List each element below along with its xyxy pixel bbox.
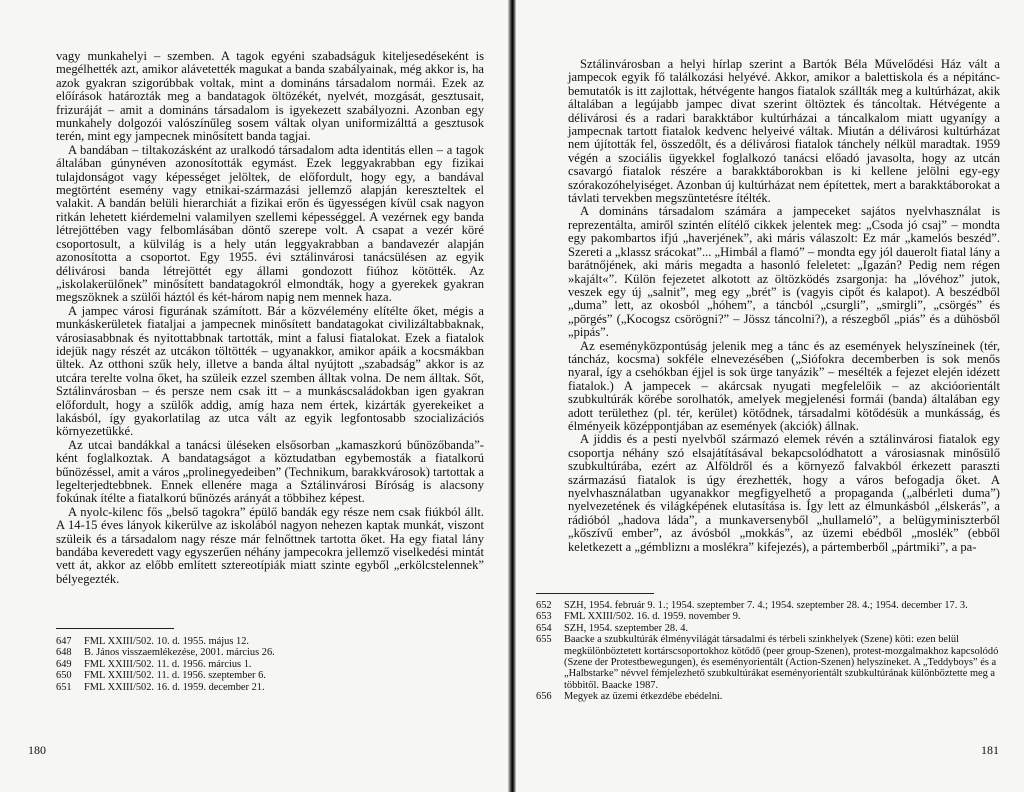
footnote-rule	[56, 628, 174, 629]
page-number: 180	[28, 743, 46, 757]
footnote-text: SZH, 1954. szeptember 28. 4.	[564, 622, 689, 634]
footnote-text: FML XXIII/502. 16. d. 1959. december 21.	[84, 681, 265, 693]
paragraph: A nyolc-kilenc fős „belső tagokra” épülő bandák egy része nem csak fiúkból állt. A 14-15 éves lányok kikerülve az iskolából nagyon nehezen kaptak munkát, viszont szüleik és a társadalom nagy része már felnőttnek tartotta őket. Ha egy fiatal lány bandába keveredett vagy egyszerűen néhány jampecokra jellemző viselkedési mintát vett át, akkor az előbb említett sztereotípiák miatt szinte egyből „erkölcstelennek” bélyegezték.	[56, 504, 484, 586]
page-number: 181	[981, 743, 999, 757]
paragraph: vagy munkahelyi – szemben. A tagok egyéni szabadságuk kiteljesedéseként is megélhették azt, amikor alávetették magukat a banda szabályainak, még akkor is, ha azok gyakran szigorúbbak voltak, mint a domináns társadalom normái. Ezek az előírások határozták meg a bandatagok öltözékét, nyelvét, mozgását, gesztusait, frizuráját – amit a domináns társadalom is igyekezett szabályozni. Azonban egy munkahely dolgozói valószínűleg sosem váltak olyan uniformizálttá a gesztusok terén, mint egy jampecnek minősített banda tagjai.	[56, 49, 484, 144]
footnote	[536, 611, 1006, 622]
footnote-text: Megyek az üzemi étkezdébe ebédelni.	[564, 691, 723, 703]
footnote-number: 650	[56, 670, 72, 682]
paragraph: Sztálinvárosban a helyi hírlap szerint a Bartók Béla Művelődési Ház vált a jampecok egyik fő találkozási helyévé. Akkor, amikor a balettiskola és a népitánc-bemutatók is itt zajlottak, hétvégente hangos fiatalok szállták meg a kultúrházat, akik általában a legújabb jampec divat szerint öltöztek és táncoltak. Hétvégente a délivárosi és a radari barakktábor kultúrházai a táncalkalom miatt ugyanígy a jampecnak tartott fiatalok kedvenc helyeivé váltak. Miután a délivárosi kultúrházat nem újították fel, összedőlt, és a délivárosi fiatalok tánchely nélkül maradtak. 1959 végén a szociális ügyekkel foglalkozó tanácsi előadó javasolta, hogy az utcán csavargó fiatalok részére a barakktáborokban is ki kellene jelölni egy-egy szórakozóhelyiséget. Azonban új kultúrházat nem építettek, mert a barakktáborokat a távlati tervekben megszüntetésre ítélték.	[568, 57, 1000, 206]
right-page	[516, 0, 1024, 792]
footnote-rule	[536, 593, 654, 594]
footnote-number: 655	[536, 634, 552, 646]
footnote-text: FML XXIII/502. 11. d. 1956. szeptember 6.	[84, 670, 266, 682]
paragraph: A bandában – tiltakozásként az uralkodó társadalom adta identitás ellen – a tagok általában gúnynéven azonosították egymást. Ezek leggyakrabban egy fizikai tulajdonságot vagy képességet jelöltek, de előfordult, hogy egy, a bandával megtörtént esemény vagy etnikai-származási jellemző alapján kereszteltek el valakit. A bandán belüli hierarchiát a fizikai erőn és ügyességen kívül csak nagyon ritkán lehetett kiérdemelni valamilyen szellemi képességgel. A vezérnek egy banda létrejöttében vagy felbomlásában döntő szerepe volt. A csapat a vezér köré csoportosult, a külvilág is a hely után leggyakrabban a bandavezér alapján azonosította a csoportot. Egy 1955. évi sztálinvárosi tanácsülésen az egyik délivárosi banda létrejöttét egy állami gondozott fiúhoz kötötték. Az „iskolakerülőnek” minősített bandatagokról elmondták, hogy a gyerekek gyakran megszöknek a szülői háztól és két-három napig nem mennek haza.	[56, 142, 484, 305]
footnote-text: SZH, 1954. február 9. 1.; 1954. szeptember 7. 4.; 1954. szeptember 28. 4.; 1954. december 17. 3.	[564, 600, 968, 611]
footnote-text: FML XXIII/502. 10. d. 1955. május 12.	[84, 636, 249, 647]
footnote-text: B. János visszaemlékezése, 2001. március 26.	[84, 647, 275, 659]
left-body-text	[56, 50, 484, 586]
paragraph: A jampec városi figurának számított. Bár a közvélemény elítélte őket, mégis a munkáskerületek fiataljai a jampecnek minősített bandatagokat civilizáltabbaknak, városiasabbnak és nyitottabbnak tartották, mint a falusi fiatalokat. Ezek a fiatalok idejük nagy részét az utcákon töltötték – ugyanakkor, amikor apáik a kocsmákban ültek. Az otthoni szűk hely, illetve a banda által nyújtott „szabadság” akkor is az utcára terelte volna őket, ha szüleik ezzel szemben álltak volna. De nem álltak. Sőt, Sztálinvárosban – és persze nem csak itt – a munkáscsaládokban igen gyakran előfordult, hogy a szülők addig, amíg haza nem értek, kizárták gyerekeiket a lakásból, így gyakorlatilag az utca vált az egyik legfontosabb szocializációs környezetükké.	[56, 303, 484, 439]
left-footnotes	[56, 636, 356, 693]
footnote-number: 647	[56, 636, 72, 647]
footnote	[536, 623, 1006, 634]
footnote	[56, 659, 356, 670]
left-page	[0, 0, 508, 792]
paragraph: A domináns társadalom számára a jampeceket sajátos nyelvhasználat is reprezentálta, amiről szintén elítélő cikkek jelentek meg: „Csoda jó csaj” – mondta egy pakombartos ifjú „haverjének”, aki máris válaszolt: Ez már „kamelós beszéd”. Szereti a „klassz srácokat”... „Himbál a flamó” – mondta egy jól dauerolt fiatal lány a barátnőjének, aki máris megadta a hasonló feleletet: „Igazán? Pedig nem régen »kajált«”. Külön fejezetet alkotott az öltözködés zsargonja: ha „lóvéhoz” jutok, veszek egy új „salnit”, meg egy „brét” is (vagyis cipőt és kalapot). A beszédből „duma” lett, az okosból „hóhem”, a táncból „csurgli”, „smirgli”, „csörgés” és „pörgés” („Kocogsz csörögni?” – Jössz táncolni?), a részegből „piás” és a dühösből „pipás”.	[568, 204, 1000, 340]
footnote-number: 649	[56, 658, 72, 670]
footnote-text: FML XXIII/502. 11. d. 1956. március 1.	[84, 658, 252, 670]
footnote	[536, 600, 1006, 611]
footnote-number: 651	[56, 681, 72, 693]
footnote	[56, 682, 356, 693]
footnote	[536, 691, 1006, 702]
footnote	[56, 647, 356, 658]
footnote	[56, 670, 356, 681]
paragraph: A jiddis és a pesti nyelvből származó elemek révén a sztálinvárosi fiatalok egy csoportja néhány szó elsajátításával bekapcsolódhatott a városiasnak minősülő szubkultúrába, ezért az Alföldről és a környező falvakból érkezett paraszti származású fiatalok is úgy érezhették, hogy a város befogadja őket. A nyelvhasználatban ugyanakkor megfigyelhető a propaganda („albérleti duma”) nyelvezetének és világképének elutasítása is. Így lett az élmunkásból „élskerás”, a rádióból „hadova láda”, a munkaversenyből „hullameló”, a belügyminiszterből „kőszívű ember”, az ávósból „mokkás”, az üzemi ebédből „moslék” (ebből keletkezett a „gémbliznı a moslékra” kifejezés), a pártemberből „pártmiki”, a pa-	[568, 432, 1000, 554]
footnote-text: FML XXIII/502. 16. d. 1959. november 9.	[564, 611, 741, 623]
footnote-number: 656	[536, 691, 552, 703]
footnote	[56, 636, 356, 647]
footnote-number: 648	[56, 647, 72, 659]
right-body-text	[568, 58, 1000, 554]
footnote-number: 652	[536, 600, 552, 611]
footnote-text: Baacke a szubkultúrák élményvilágát társadalmi és térbeli szinkhelyek (Szene) köti: ezen belül megkülönböztetett kortárscsoportokhoz kötődő (peer group-Szenen), protest-mozgalmakhoz kapcsolódó (Szene der Protestbewegungen), és eseményorientált (Action-Szenen) helyszíneket. A „Teddyboys” és a „Halbstarke” névvel fémjelezhető szubkultúrákat eseményorientált szubkultúrának különböztette meg a többitől. Baacke 1987.	[564, 634, 999, 691]
footnote-number: 653	[536, 611, 552, 623]
footnote-number: 654	[536, 622, 552, 634]
paragraph: Az utcai bandákkal a tanácsi üléseken elsősorban „kamaszkorú bűnözőbanda”-ként foglalkoztak. A bandatagságot a köztudatban egybemosták a fiatalkorú bűnözéssel, amit a város „prolinegyedeiben” (Technikum, barakkvárosok) tartottak a legelterjedtebbnek. Ennek ellenére maga a Sztálinvárosi Bíróság is alacsony fokúnak ítélte a fiatalkorú bűnözés arányát a többihez képest.	[56, 437, 484, 506]
right-footnotes	[536, 600, 1006, 703]
footnote	[536, 634, 1006, 691]
paragraph: Az eseményközpontúság jelenik meg a tánc és az események helyszíneinek (tér, táncház, kocsma) sokféle elnevezésében („Siófokra decemberben is sok menős nyaral, így a csehókban éjjel is sok ürge tanyázik” – mesélték a fejezet elején idézett fiatalok.) A jampecek – akárcsak nyugati megfelelőik – az akcióorientált szubkultúrák körébe sorolhatók, amelyek megjelenési formái (banda) általában egy adott területhez (pl. tér, kerület) kötődnek, társadalmi kötődésük a munkásság, és élményeik középpontjában az események (akciók) állnak.	[568, 338, 1000, 433]
book-gutter	[508, 0, 516, 792]
